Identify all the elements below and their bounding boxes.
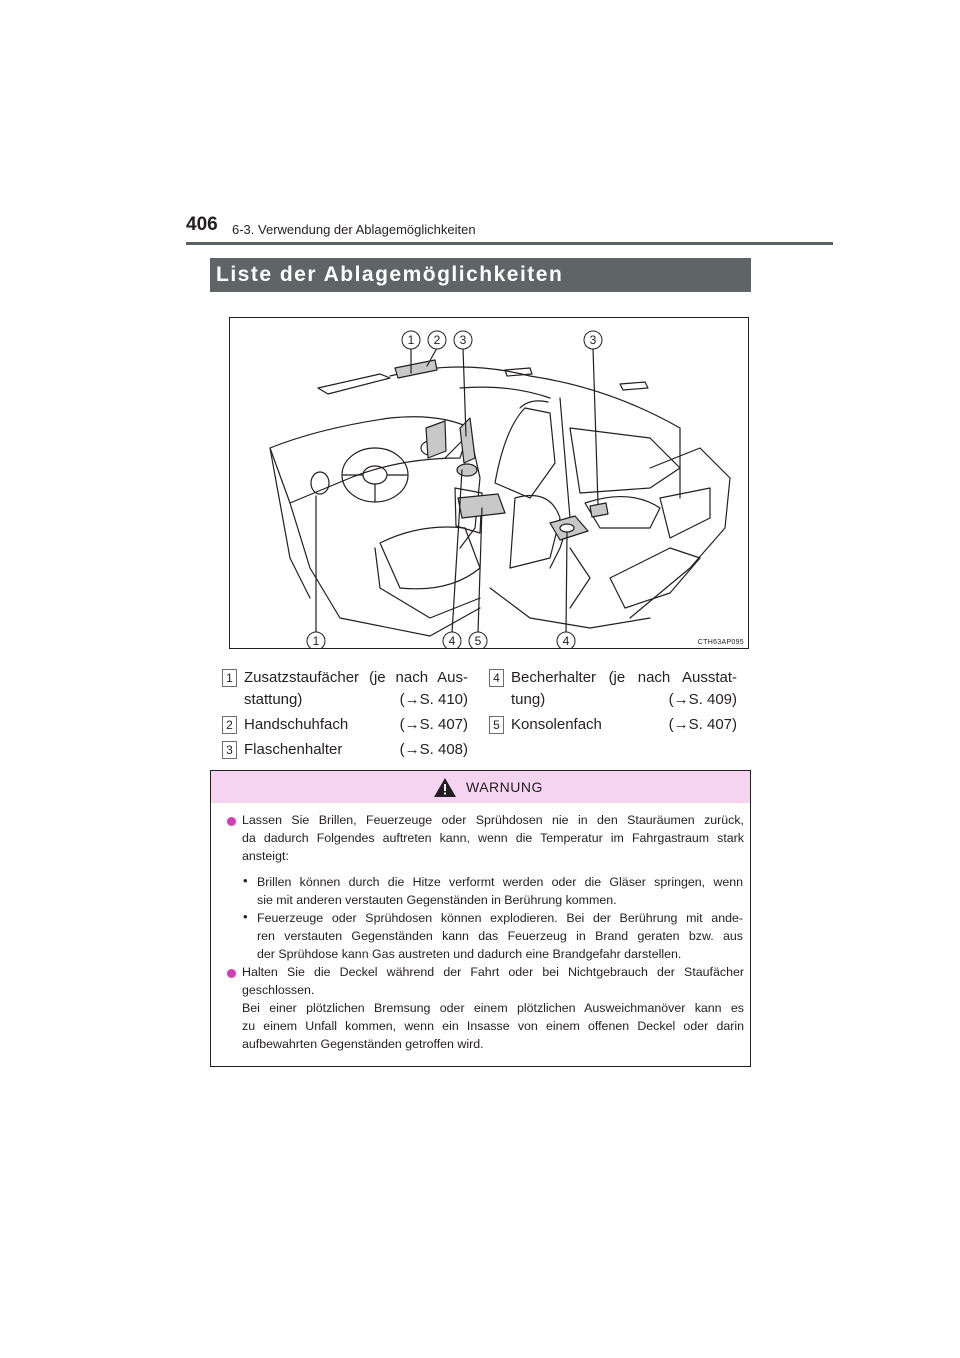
legend-text: tung) xyxy=(511,691,546,708)
legend-page-ref: (→S. 407) xyxy=(668,716,737,733)
warning-sub-1-line-2: sie mit anderen verstauten Gegenständen in Berührung kommen. xyxy=(257,893,617,907)
section-title: 6-3. Verwendung der Ablagemöglichkeiten xyxy=(232,222,476,237)
warning-title: WARNUNG xyxy=(466,779,543,795)
bullet-icon xyxy=(227,817,236,826)
warning-bullet-1-line-1: Lassen Sie Brillen, Feuerzeuge oder Sprühdosen nie in den Stauräumen zurück, xyxy=(242,813,744,827)
legend-page-ref: (→S. 407) xyxy=(399,716,468,733)
callout-bottom-1: 1 xyxy=(312,634,320,648)
callout-bottom-3: 5 xyxy=(474,634,482,648)
warning-sub-2-line-3: der Sprühdose kann Gas austreten und dadurch eine Brandgefahr darstellen. xyxy=(257,947,682,961)
figure-code: CTH63AP095 xyxy=(697,639,744,646)
callout-top-3: 3 xyxy=(459,333,467,347)
legend-number: 3 xyxy=(222,741,237,759)
legend-item-4 xyxy=(489,667,737,711)
legend-item-5 xyxy=(489,714,737,736)
sub-bullet-icon: • xyxy=(243,909,248,924)
legend-item-1 xyxy=(222,667,468,711)
page-number: 406 xyxy=(186,214,218,235)
warning-triangle-icon xyxy=(433,777,457,798)
warning-bullet-2-line-4: zu einem Unfall kommen, wenn ein Insasse von einem offenen Deckel oder darin xyxy=(242,1019,744,1033)
warning-bullet-2-line-5: aufbewahrten Gegenständen getroffen wird. xyxy=(242,1037,484,1051)
callout-top-4: 3 xyxy=(589,333,597,347)
callout-top-2: 2 xyxy=(433,333,441,347)
warning-bullet-2-line-2: geschlossen. xyxy=(242,983,315,997)
warning-header xyxy=(211,771,750,803)
bullet-icon xyxy=(227,969,236,978)
header-rule xyxy=(186,242,833,245)
legend-item-3 xyxy=(222,739,468,761)
warning-sub-2-line-2: ren verstauten Gegenständen kann das Feuerzeug in Brand geraten bzw. aus xyxy=(257,929,743,943)
car-interior-figure xyxy=(229,317,749,649)
legend-number: 4 xyxy=(489,669,504,687)
legend-text: Konsolenfach xyxy=(511,716,602,733)
legend-text: Becherhalter (je nach Ausstat- xyxy=(511,669,737,686)
legend-page-ref: (→S. 408) xyxy=(399,741,468,758)
legend-text: Flaschenhalter xyxy=(244,741,343,758)
legend-text: Handschuhfach xyxy=(244,716,349,733)
warning-bullet-2-line-3: Bei einer plötzlichen Bremsung oder einem plötzlichen Ausweichmanöver kann es xyxy=(242,1001,744,1015)
warning-bullet-1-line-3: ansteigt: xyxy=(242,849,289,863)
warning-sub-1-line-1: Brillen können durch die Hitze verformt werden oder die Gläser springen, wenn xyxy=(257,875,743,889)
legend-text: Zusatzstaufächer (je nach Aus- xyxy=(244,669,468,686)
legend-text: stattung) xyxy=(244,691,303,708)
section-heading-text: Liste der Ablagemöglichkeiten xyxy=(216,263,564,286)
callout-bottom-4: 4 xyxy=(562,634,570,648)
warning-bullet-2-line-1: Halten Sie die Deckel während der Fahrt oder bei Nichtgebrauch der Staufächer xyxy=(242,965,744,979)
legend-number: 2 xyxy=(222,716,237,734)
callout-top-1: 1 xyxy=(407,333,415,347)
legend-item-2 xyxy=(222,714,468,736)
warning-bullet-1-line-2: da dadurch Folgendes auftreten kann, wenn die Temperatur im Fahrgastraum stark xyxy=(242,831,744,845)
legend-number: 5 xyxy=(489,716,504,734)
warning-sub-2-line-1: Feuerzeuge oder Sprühdosen können explodieren. Bei der Berührung mit ande- xyxy=(257,911,743,925)
warning-box xyxy=(210,770,751,1067)
section-heading xyxy=(210,258,751,292)
legend-page-ref: (→S. 410) xyxy=(399,691,468,708)
legend-number: 1 xyxy=(222,669,237,687)
callout-bottom-2: 4 xyxy=(448,634,456,648)
legend-page-ref: (→S. 409) xyxy=(668,691,737,708)
car-interior-illustration xyxy=(230,318,748,648)
sub-bullet-icon: • xyxy=(243,873,248,888)
